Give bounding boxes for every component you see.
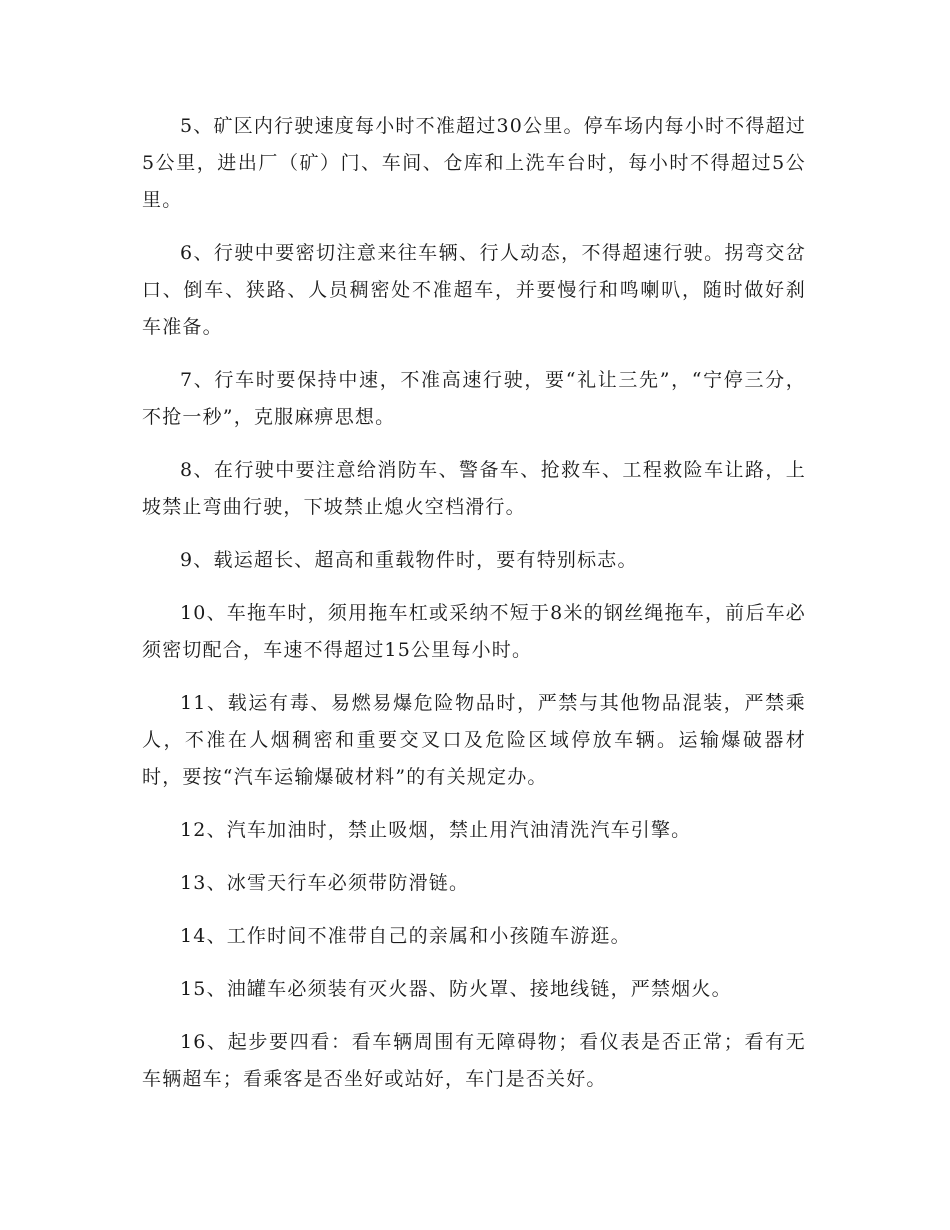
paragraph-rule-6: 6、行驶中要密切注意来往车辆、行人动态，不得超速行驶。拐弯交岔口、倒车、狭路、人员稠密处不准超车，并要慢行和鸣喇叭，随时做好刹车准备。 [142,242,806,338]
paragraph-rule-12: 12、汽车加油时，禁止吸烟，禁止用汽油清洗汽车引擎。 [180,819,692,841]
paragraph-rule-13: 13、冰雪天行车必须带防滑链。 [180,872,470,894]
paragraph-rule-9: 9、载运超长、超高和重载物件时，要有特别标志。 [180,549,638,571]
paragraph-rule-8: 8、在行驶中要注意给消防车、警备车、抢救车、工程救险车让路，上坡禁止弯曲行驶，下坡禁止熄火空档滑行。 [142,459,806,518]
document-body [142,108,806,1114]
paragraph-rule-10: 10、车拖车时，须用拖车杠或采纳不短于8米的钢丝绳拖车，前后车必须密切配合，车速不得超过15公里每小时。 [142,602,806,661]
paragraph-rule-5: 5、矿区内行驶速度每小时不准超过30公里。停车场内每小时不得超过5公里，进出厂（矿）门、车间、仓库和上洗车台时，每小时不得超过5公里。 [142,115,806,211]
paragraph-rule-15: 15、油罐车必须装有灭火器、防火罩、接地线链，严禁烟火。 [180,978,732,1000]
paragraph-rule-11: 11、载运有毒、易燃易爆危险物品时，严禁与其他物品混装，严禁乘人，不准在人烟稠密和重要交叉口及危险区域停放车辆。运输爆破器材时，要按“汽车运输爆破材料”的有关规定办。 [142,692,806,788]
paragraph-rule-7: 7、行车时要保持中速，不准高速行驶，要“礼让三先”，“宁停三分，不抢一秒”，克服麻痹思想。 [142,369,806,428]
paragraph-rule-16: 16、起步要四看：看车辆周围有无障碍物；看仪表是否正常；看有无车辆超车；看乘客是否坐好或站好，车门是否关好。 [142,1031,806,1090]
paragraph-rule-14: 14、工作时间不准带自己的亲属和小孩随车游逛。 [180,925,631,947]
